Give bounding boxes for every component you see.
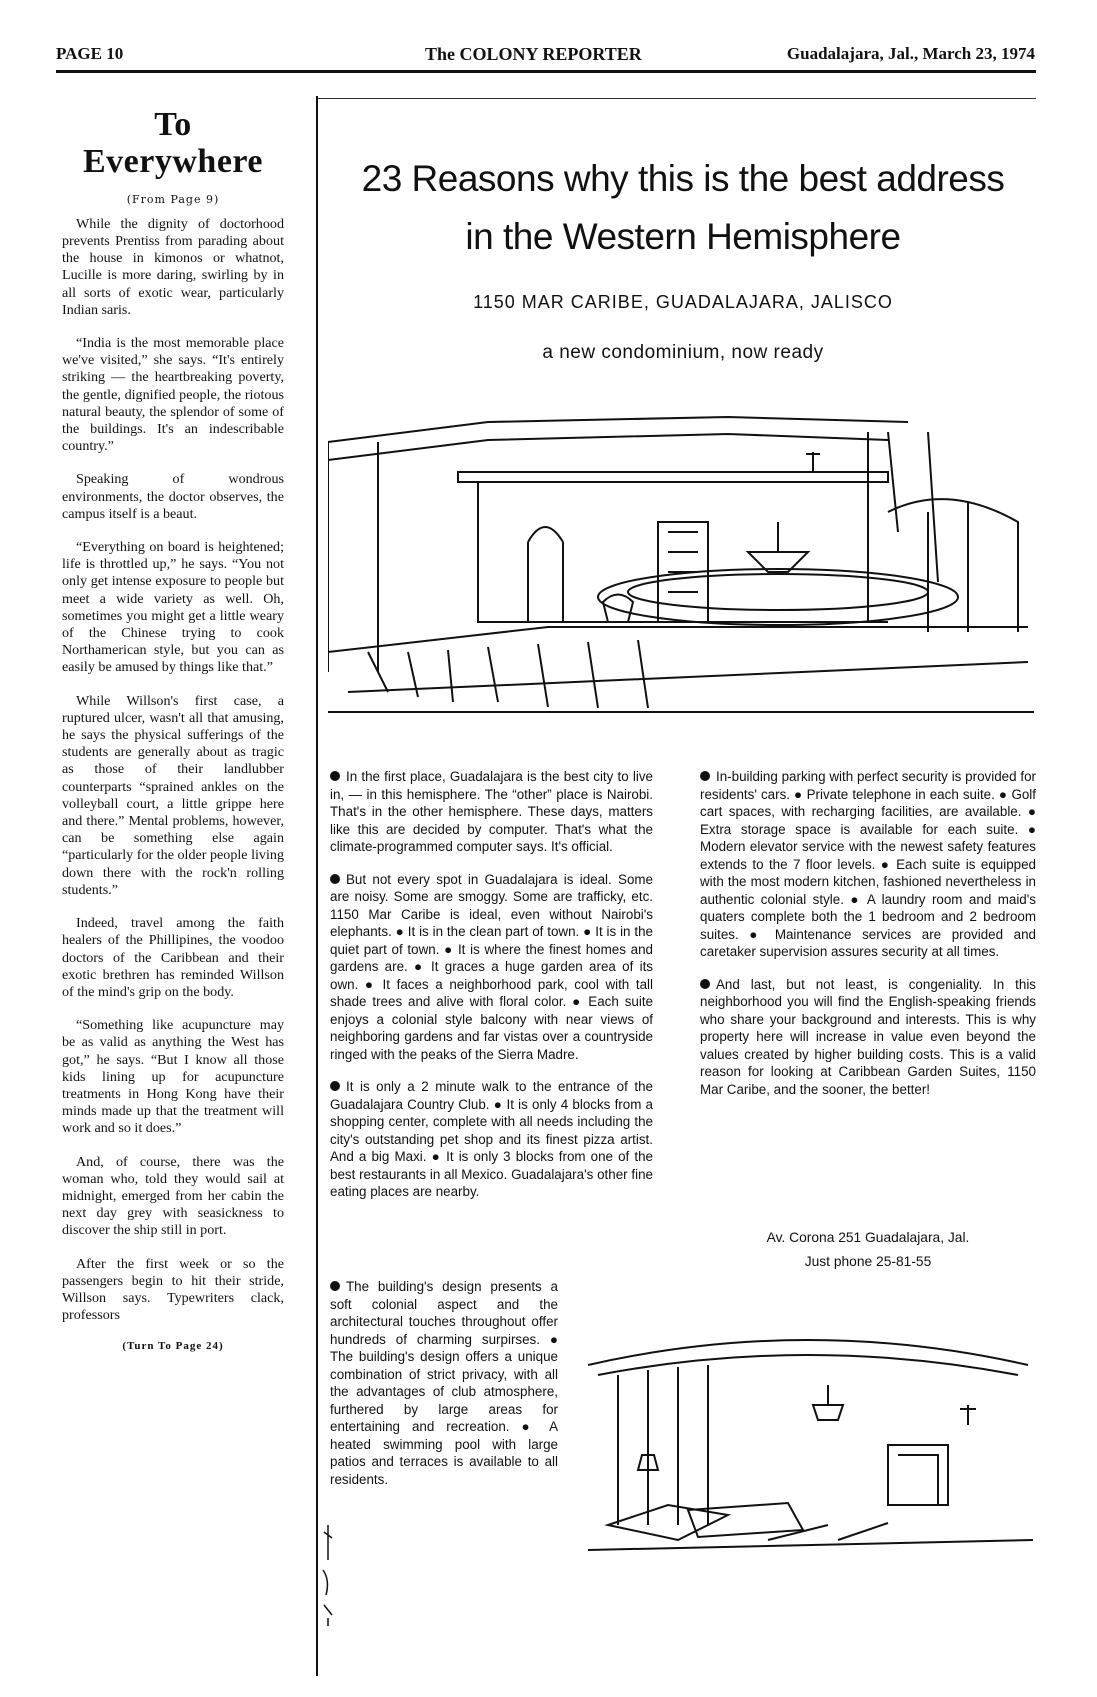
article-paragraph: While the dignity of doctorhood prevents Prentiss from parading about the house in kimonos or whatnot, Lucille is more daring, swirling by in all sorts of exotic wear, particularly Indian saris.	[62, 215, 284, 318]
ad-paragraph: In-building parking with perfect security is provided for residents' cars. ● Private telephone in each suite. ● Golf cart spaces, with recharging facilities, are available. ● Extra storage space is available for each suite. ● Modern elevator service with the newest safety features extends to the 7 floor levels. ● Each suite is equipped with the most modern kitchen, fashioned nevertheless in authentic colonial style. ● A laundry room and maid's quaters complete both the 1 bedroom and 2 bedroom suites. ● Maintenance services are provided and caretaker supervision assures security at all times.	[700, 769, 1036, 959]
contact-address: Av. Corona 251 Guadalajara, Jal.	[766, 1230, 970, 1245]
ad-column-left-lower	[330, 1278, 558, 1503]
article-paragraph: While Willson's first case, a ruptured ulcer, wasn't all that amusing, he says the physical sufferings of the students are generally about as tragic as those of their landlubber counterparts “sprained ankles on the volleyball court, a little grippe here and there.” Mental problems, however, can be something else again “particularly for the older people living down there with the rock'n rolling students.”	[62, 692, 284, 898]
ad-paragraph: And last, but not least, is congeniality. In this neighborhood you will find the English-speaking friends who share your background and interests. This is why property here will increase in value even beyond the values created by higher building costs. This is a valid reason for looking at Caribbean Garden Suites, 1150 Mar Caribe, and the sooner, the better!	[700, 976, 1036, 1097]
ad-column-right	[700, 768, 1036, 1113]
dateline: Guadalajara, Jal., March 23, 1974	[786, 44, 1035, 63]
ad-headline-line2: in the Western Hemisphere	[465, 216, 901, 257]
article-paragraph: “Something like acupuncture may be as valid as anything the West has got,” he says. “But I know all those kids lining up for acupuncture treatments in Hong Kong have their minds made up that the treatment will work and so it does.”	[62, 1017, 284, 1137]
ad-paragraph: But not every spot in Guadalajara is ideal. Some are noisy. Some are smoggy. Some are trafficky, etc. 1150 Mar Caribe is ideal, even without Nairobi's elephants. ● It is in the clean part of town. ● It is in the quiet part of town. ● It is where the finest homes and gardens are. ● It graces a huge garden area of its own. ● It faces a neighborhood park, cool with tall shade trees and alive with floral color. ● Each suite enjoys a colonial style balcony with near views of neighboring gardens and far vistas over a countryside ringed with the peaks of the Sierra Madre.	[330, 871, 653, 1062]
ad-contact	[700, 1226, 1036, 1274]
article-paragraph: And, of course, there was the woman who, told they would sail at midnight, emerged from her cabin the next day grey with seasickness to discover the ship still in port.	[62, 1153, 284, 1239]
page-number: PAGE 10	[56, 44, 124, 63]
article-column	[62, 106, 284, 1352]
bullet-icon	[330, 1281, 340, 1291]
interior-illustration	[588, 1325, 1033, 1565]
publication-name: The COLONY REPORTER	[425, 44, 642, 64]
bullet-icon	[330, 1081, 340, 1091]
ad-column-left	[330, 768, 653, 1216]
ad-paragraph: The building's design presents a soft colonial aspect and the architectural touches throughout offer hundreds of charming surpirses. ● The building's design offers a unique combination of strict privacy, with all the advantages of club atmosphere, furthered by large areas for entertaining and recreation. ● A heated swimming pool with large patios and terraces is available to all residents.	[330, 1279, 558, 1487]
ad-headline-line1: 23 Reasons why this is the best address	[361, 158, 1005, 199]
bullet-icon	[700, 979, 710, 989]
header-rule	[56, 70, 1036, 73]
continuation-note: (Turn To Page 24)	[122, 1340, 224, 1353]
ad-paragraph: It is only a 2 minute walk to the entrance of the Guadalajara Country Club. ● It is only 4 blocks from a shopping center, complete with all needs including the city's outstanding pet shop and its finest pizza artist. And a big Maxi. ● It is only 3 blocks from one of the best restaurants in all Mexico. Guadalajara's other fine eating places are nearby.	[330, 1079, 653, 1199]
bullet-icon	[330, 771, 340, 781]
continued-from: (From Page 9)	[126, 192, 220, 206]
article-paragraph: Indeed, travel among the faith healers of the Phillipines, the voodoo doctors of the Caribbean and their exotic brethren has reminded Willson of the mind's grip on the body.	[62, 915, 284, 1000]
ad-tagline: a new condominium, now ready	[542, 342, 824, 363]
article-paragraph: “Everything on board is heightened; life is throttled up,” he says. “You not only get intense exposure to people but meet a wide variety as well. Oh, sometimes you might get a little weary of the Chinese trying to cook Northamerican style, but you can as easily be amused by things like that.”	[62, 539, 284, 676]
column-divider	[316, 96, 318, 1676]
courtyard-illustration	[328, 412, 1034, 732]
ad-paragraph: In the first place, Guadalajara is the best city to live in, — in this hemisphere. The “other” place is Nairobi. That's in the other hemisphere. These days, matters like this are decided by computer. That's what the climate-programmed computer says. It's official.	[330, 769, 653, 854]
article-paragraph: After the first week or so the passengers begin to hit their stride, Willson says. Typewriters clack, professors	[62, 1255, 284, 1324]
ad-headline	[330, 150, 1036, 266]
artist-signature	[318, 1520, 338, 1630]
article-paragraph: “India is the most memorable place we've visited,” she says. “It's entirely striking — the heartbreaking poverty, the gentle, dignified people, the riotous natural beauty, the splendor of some of the buildings. It's an indescribable country.”	[62, 335, 284, 455]
article-headline: To Everywhere	[83, 106, 263, 181]
bullet-icon	[330, 874, 340, 884]
contact-phone: Just phone 25-81-55	[804, 1254, 932, 1269]
ad-top-rule	[318, 98, 1036, 99]
article-paragraph: Speaking of wondrous environments, the doctor observes, the campus itself is a beaut.	[62, 471, 284, 522]
ad-address: 1150 MAR CARIBE, GUADALAJARA, JALISCO	[473, 292, 893, 312]
page-header	[0, 0, 1097, 80]
bullet-icon	[700, 771, 710, 781]
